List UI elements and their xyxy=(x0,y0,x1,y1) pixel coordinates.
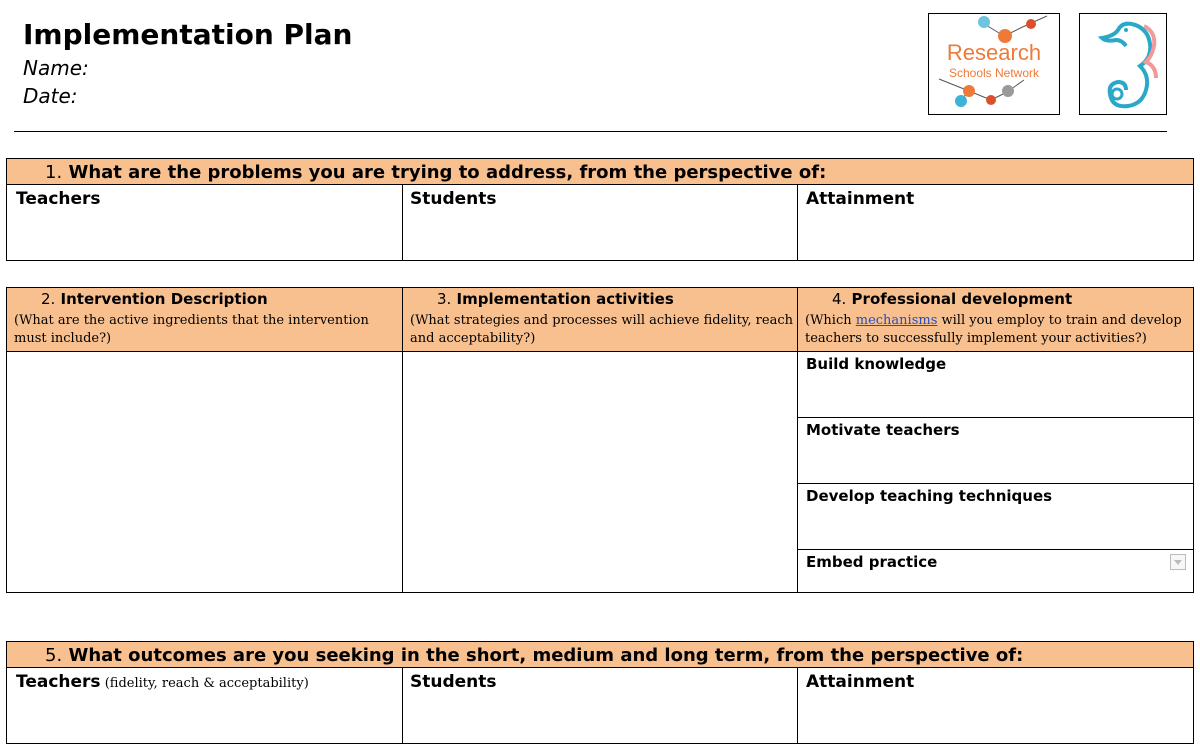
research-schools-network-logo xyxy=(928,13,1060,115)
section5-teachers-cell[interactable] xyxy=(6,667,403,744)
pd-item-motivate-teachers: Motivate teachers xyxy=(806,421,960,439)
section3-description: (What strategies and processes will achieve fidelity, reach and acceptability?) xyxy=(410,313,793,346)
section5-students-label: Students xyxy=(410,672,497,692)
logo-research-text: Research xyxy=(946,40,1042,65)
page-title: Implementation Plan xyxy=(23,18,353,51)
section2-description: (What are the active ingredients that the intervention must include?) xyxy=(14,313,369,346)
pd-embed-practice-cell[interactable] xyxy=(797,549,1194,593)
section5-number: 5. xyxy=(45,645,63,666)
section1-attainment-cell[interactable] xyxy=(797,184,1194,261)
section3-header xyxy=(402,287,798,352)
section1-teachers-cell[interactable] xyxy=(6,184,403,261)
section5-question: What outcomes are you seeking in the short, medium and long term, from the perspective of: xyxy=(68,645,1024,666)
section1-teachers-label: Teachers xyxy=(16,189,101,209)
section1-header xyxy=(6,158,1194,185)
section4-number: 4. xyxy=(832,290,847,308)
name-label: Name: xyxy=(23,56,89,80)
section5-students-cell[interactable] xyxy=(402,667,798,744)
section2-title-prefix: Intervention xyxy=(60,290,171,308)
section5-teachers-note: (fidelity, reach & acceptability) xyxy=(100,676,309,691)
section4-header xyxy=(797,287,1194,352)
section3-title: Implementation activities xyxy=(456,290,674,308)
section2-title-bold: Description xyxy=(170,290,268,308)
section5-teachers-label: Teachers xyxy=(16,672,101,692)
implementation-activities-cell[interactable] xyxy=(402,351,798,593)
section1-number: 1. xyxy=(45,162,63,183)
seahorse-icon xyxy=(1080,14,1166,114)
header-divider xyxy=(14,131,1167,132)
chevron-down-icon xyxy=(1171,555,1185,569)
intervention-description-cell[interactable] xyxy=(6,351,403,593)
date-label: Date: xyxy=(23,84,78,108)
section1-attainment-label: Attainment xyxy=(806,189,915,209)
section3-number: 3. xyxy=(437,290,452,308)
section5-attainment-cell[interactable] xyxy=(797,667,1194,744)
section1-question: What are the problems you are trying to address, from the perspective of: xyxy=(68,162,827,183)
section5-header xyxy=(6,641,1194,668)
mechanisms-link[interactable]: mechanisms xyxy=(855,313,938,328)
logo-schools-network-text: Schools Network xyxy=(948,66,1040,80)
pd-develop-techniques-cell[interactable] xyxy=(797,483,1194,550)
seahorse-logo xyxy=(1079,13,1167,115)
dropdown-toggle[interactable] xyxy=(1170,554,1186,570)
pd-motivate-teachers-cell[interactable] xyxy=(797,417,1194,484)
pd-item-embed-practice: Embed practice xyxy=(806,553,938,571)
section5-attainment-label: Attainment xyxy=(806,672,915,692)
section4-title: Professional development xyxy=(851,290,1073,308)
section2-number: 2. xyxy=(41,290,56,308)
section1-students-label: Students xyxy=(410,189,497,209)
pd-build-knowledge-cell[interactable] xyxy=(797,351,1194,418)
pd-item-build-knowledge: Build knowledge xyxy=(806,355,947,373)
section1-students-cell[interactable] xyxy=(402,184,798,261)
section4-description: (Which mechanisms will you employ to train and develop teachers to successfully implement your activities?) xyxy=(805,313,1182,346)
pd-item-develop-techniques: Develop teaching techniques xyxy=(806,487,1053,505)
section2-header xyxy=(6,287,403,352)
